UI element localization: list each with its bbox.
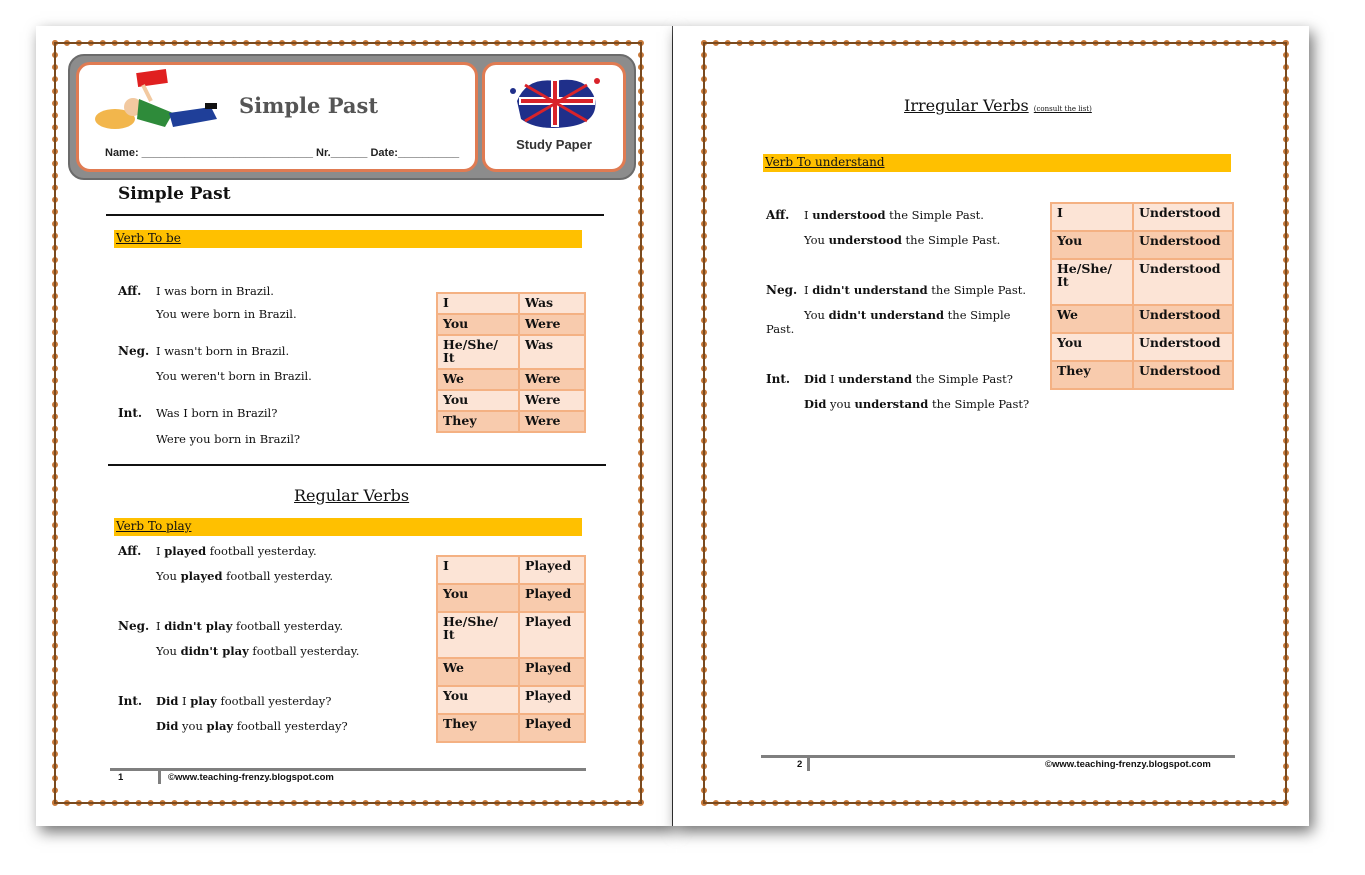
sentence: I didn't understand the Simple Past. bbox=[804, 283, 1027, 297]
page-heading: Simple Past bbox=[118, 184, 231, 204]
aff-label: Aff. bbox=[766, 208, 790, 222]
band-label: Verb To play bbox=[116, 519, 192, 533]
verb-cell: Understood bbox=[1133, 305, 1233, 333]
conjugation-table-to-play bbox=[436, 555, 586, 743]
band-label: Verb To be bbox=[116, 231, 181, 245]
sentence-continuation: Past. bbox=[766, 322, 795, 336]
sentence: I played football yesterday. bbox=[156, 544, 317, 558]
footer-rule bbox=[761, 755, 1235, 758]
pronoun-cell: We bbox=[1051, 305, 1133, 333]
sentence: Were you born in Brazil? bbox=[156, 432, 301, 446]
pronoun-cell: They bbox=[437, 411, 519, 432]
pronoun-cell: They bbox=[1051, 361, 1133, 389]
sentence: I understood the Simple Past. bbox=[804, 208, 984, 222]
name-nr-date-line: Name: ____________________________ Nr.______ Date:__________ bbox=[105, 147, 460, 159]
pronoun-cell: They bbox=[437, 714, 519, 742]
pronoun-cell: We bbox=[437, 658, 519, 686]
neg-label: Neg. bbox=[766, 283, 798, 297]
verb-cell: Were bbox=[519, 314, 585, 335]
pronoun-cell: You bbox=[437, 686, 519, 714]
verb-cell: Was bbox=[519, 335, 585, 369]
page-number: 2 bbox=[797, 759, 803, 770]
sentence: You understood the Simple Past. bbox=[804, 233, 1001, 247]
verb-cell: Played bbox=[519, 556, 585, 584]
aff-label: Aff. bbox=[118, 544, 142, 558]
verb-cell: Were bbox=[519, 390, 585, 411]
verb-cell: Were bbox=[519, 411, 585, 432]
uk-flag-splash-icon bbox=[507, 71, 603, 133]
verb-cell: Understood bbox=[1133, 203, 1233, 231]
page-1 bbox=[36, 26, 672, 826]
heading-rule bbox=[106, 214, 604, 216]
reading-girl-icon bbox=[93, 69, 223, 135]
verb-cell: Were bbox=[519, 369, 585, 390]
pronoun-cell: I bbox=[437, 293, 519, 314]
footer-website: ©www.teaching-frenzy.blogspot.com bbox=[168, 772, 334, 783]
sentence: I didn't play football yesterday. bbox=[156, 619, 343, 633]
sentence: You weren't born in Brazil. bbox=[156, 369, 312, 383]
pronoun-cell: I bbox=[1051, 203, 1133, 231]
verb-cell: Played bbox=[519, 714, 585, 742]
sentence: You were born in Brazil. bbox=[156, 307, 297, 321]
neg-label: Neg. bbox=[118, 619, 150, 633]
sentence: Did I play football yesterday? bbox=[156, 694, 332, 708]
header-title: Simple Past bbox=[239, 93, 379, 118]
section-band-to-understand bbox=[763, 154, 1231, 172]
verb-cell: Understood bbox=[1133, 333, 1233, 361]
sentence: Did I understand the Simple Past? bbox=[804, 372, 1013, 386]
int-label: Int. bbox=[118, 694, 143, 708]
footer-website: ©www.teaching-frenzy.blogspot.com bbox=[1045, 759, 1211, 770]
page-2 bbox=[673, 26, 1309, 826]
pronoun-cell: You bbox=[437, 390, 519, 411]
pronoun-cell: We bbox=[437, 369, 519, 390]
footer-separator bbox=[158, 770, 161, 784]
section-band-to-play bbox=[114, 518, 582, 536]
verb-cell: Played bbox=[519, 584, 585, 612]
conjugation-table-to-understand bbox=[1050, 202, 1234, 390]
regular-verbs-title: Regular Verbs bbox=[294, 486, 410, 505]
pronoun-cell: You bbox=[1051, 231, 1133, 259]
verb-cell: Played bbox=[519, 686, 585, 714]
footer-separator bbox=[807, 757, 810, 771]
verb-cell: Understood bbox=[1133, 361, 1233, 389]
int-label: Int. bbox=[118, 406, 143, 420]
section-band-to-be bbox=[114, 230, 582, 248]
study-paper-badge: Study Paper bbox=[516, 137, 592, 152]
sentence: You played football yesterday. bbox=[156, 569, 334, 583]
verb-cell: Played bbox=[519, 658, 585, 686]
pronoun-cell: You bbox=[1051, 333, 1133, 361]
verb-cell: Was bbox=[519, 293, 585, 314]
pronoun-cell: He/She/ It bbox=[437, 335, 519, 369]
header-title-box bbox=[76, 62, 478, 172]
pronoun-cell: You bbox=[437, 314, 519, 335]
neg-label: Neg. bbox=[118, 344, 150, 358]
sentence: You didn't understand the Simple bbox=[804, 308, 1011, 322]
pronoun-cell: You bbox=[437, 584, 519, 612]
page-number: 1 bbox=[118, 772, 124, 783]
sentence: Did you understand the Simple Past? bbox=[804, 397, 1030, 411]
sentence: I wasn't born in Brazil. bbox=[156, 344, 290, 358]
worksheet-header bbox=[68, 54, 636, 180]
section-rule bbox=[108, 464, 606, 466]
header-badge-box bbox=[482, 62, 626, 172]
verb-cell: Played bbox=[519, 612, 585, 658]
irregular-verbs-title: Irregular Verbs (consult the list) bbox=[904, 96, 1092, 115]
pronoun-cell: I bbox=[437, 556, 519, 584]
pronoun-cell: He/She/ It bbox=[437, 612, 519, 658]
verb-cell: Understood bbox=[1133, 259, 1233, 305]
aff-label: Aff. bbox=[118, 284, 142, 298]
sentence: I was born in Brazil. bbox=[156, 284, 274, 298]
sentence: You didn't play football yesterday. bbox=[156, 644, 360, 658]
sentence: Was I born in Brazil? bbox=[156, 406, 278, 420]
int-label: Int. bbox=[766, 372, 791, 386]
verb-cell: Understood bbox=[1133, 231, 1233, 259]
sentence: Did you play football yesterday? bbox=[156, 719, 348, 733]
band-label: Verb To understand bbox=[765, 155, 885, 169]
conjugation-table-to-be bbox=[436, 292, 586, 433]
footer-rule bbox=[110, 768, 586, 771]
pronoun-cell: He/She/ It bbox=[1051, 259, 1133, 305]
